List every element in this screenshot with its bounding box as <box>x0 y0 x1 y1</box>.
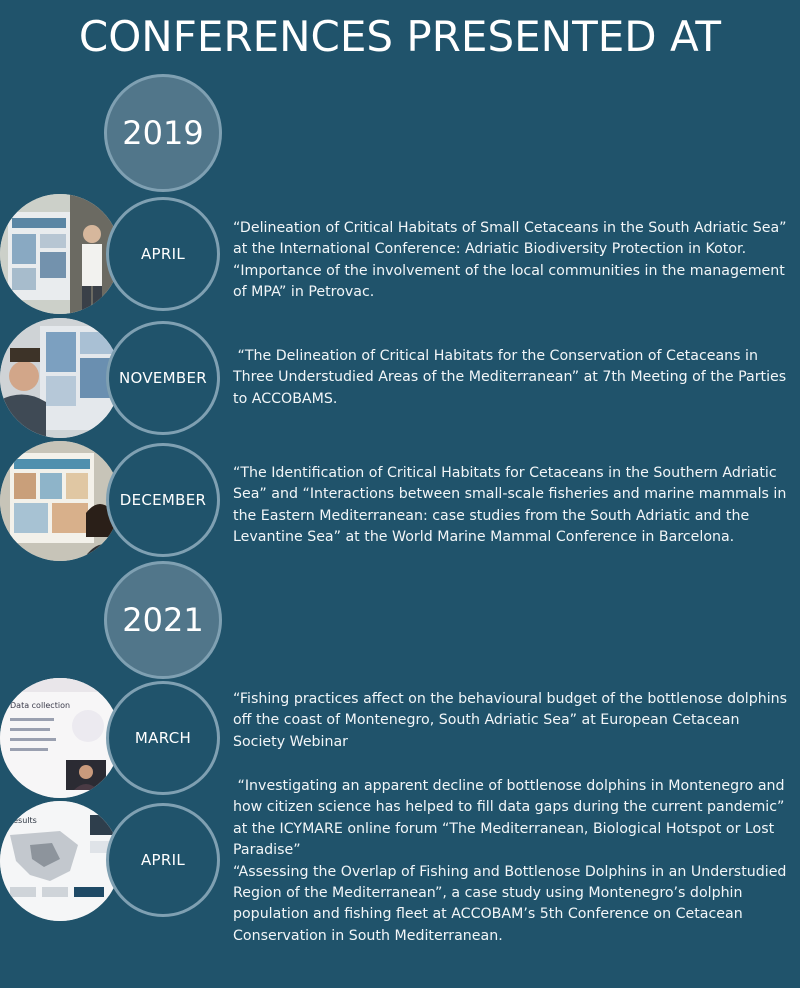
slide-title-text: Data collection <box>10 701 71 710</box>
presenter-selfie-photo <box>0 318 120 438</box>
month-circle-november-2019 <box>106 321 220 435</box>
description-paragraph: “Delineation of Critical Habitats of Small Cetaceans in the South Adriatic Sea” at the International Conference: Adriatic Biodiversity Protection in Kotor. <box>233 220 787 258</box>
online-forum-slide-photo <box>0 801 120 921</box>
month-label: NOVEMBER <box>118 369 208 387</box>
description-paragraph: “Importance of the involvement of the local communities in the management of MPA” in Petrovac. <box>233 262 785 301</box>
month-label: MARCH <box>134 729 192 747</box>
conference-description-december-2019 <box>233 463 793 549</box>
month-label: APRIL <box>140 851 185 869</box>
description-paragraph: “Assessing the Overlap of Fishing and Bottlenose Dolphins in an Understudied Region of the Mediterranean”, a case study using Montenegro’s dolphin population and fishing fleet at ACCOBAM’s 5th Conference on Cetacean Conservation in South Mediterranean. <box>233 863 787 944</box>
month-label: APRIL <box>140 245 185 263</box>
month-label: DECEMBER <box>119 491 207 509</box>
description-paragraph: “The Delineation of Critical Habitats for the Conservation of Cetaceans in Three Understudied Areas of the Mediterranean” at 7th Meeting of the Parties to ACCOBAMS. <box>233 348 791 407</box>
page-title: CONFERENCES PRESENTED AT <box>78 12 722 61</box>
poster-presentation-photo <box>0 194 120 314</box>
year-label: 2019 <box>122 114 204 152</box>
conference-description-april-2019 <box>233 218 793 304</box>
month-circle-april-2019 <box>106 197 220 311</box>
conference-description-november-2019 <box>233 346 793 410</box>
description-paragraph: “The Identification of Critical Habitats for Cetaceans in the Southern Adriatic Sea” and “Interactions between small-scale fisheries and marine mammals in the Eastern Mediterranean: case studies from the South Adriatic and the Levantine Sea” at the World Marine Mammal Conference in Barcelona. <box>233 465 787 546</box>
description-paragraph: “Fishing practices affect on the behavioural budget of the bottlenose dolphins off the coast of Montenegro, South Adriatic Sea” at European Cetacean Society Webinar <box>233 691 788 750</box>
year-label: 2021 <box>122 601 204 639</box>
slide-title-text: results <box>10 816 37 825</box>
poster-session-photo <box>0 441 120 561</box>
month-circle-december-2019 <box>106 443 220 557</box>
year-circle-2019 <box>104 74 222 192</box>
webinar-slide-photo <box>0 678 120 798</box>
conference-description-april-2021 <box>233 776 793 947</box>
month-circle-april-2021 <box>106 803 220 917</box>
description-paragraph: “Investigating an apparent decline of bottlenose dolphins in Montenegro and how citizen science has helped to fill data gaps during the current pandemic” at the ICYMARE online forum “The Mediterranean, Biological Hotspot or Lost Paradise” <box>233 778 790 859</box>
year-circle-2021 <box>104 561 222 679</box>
month-circle-march-2021 <box>106 681 220 795</box>
conference-description-march-2021 <box>233 689 793 753</box>
